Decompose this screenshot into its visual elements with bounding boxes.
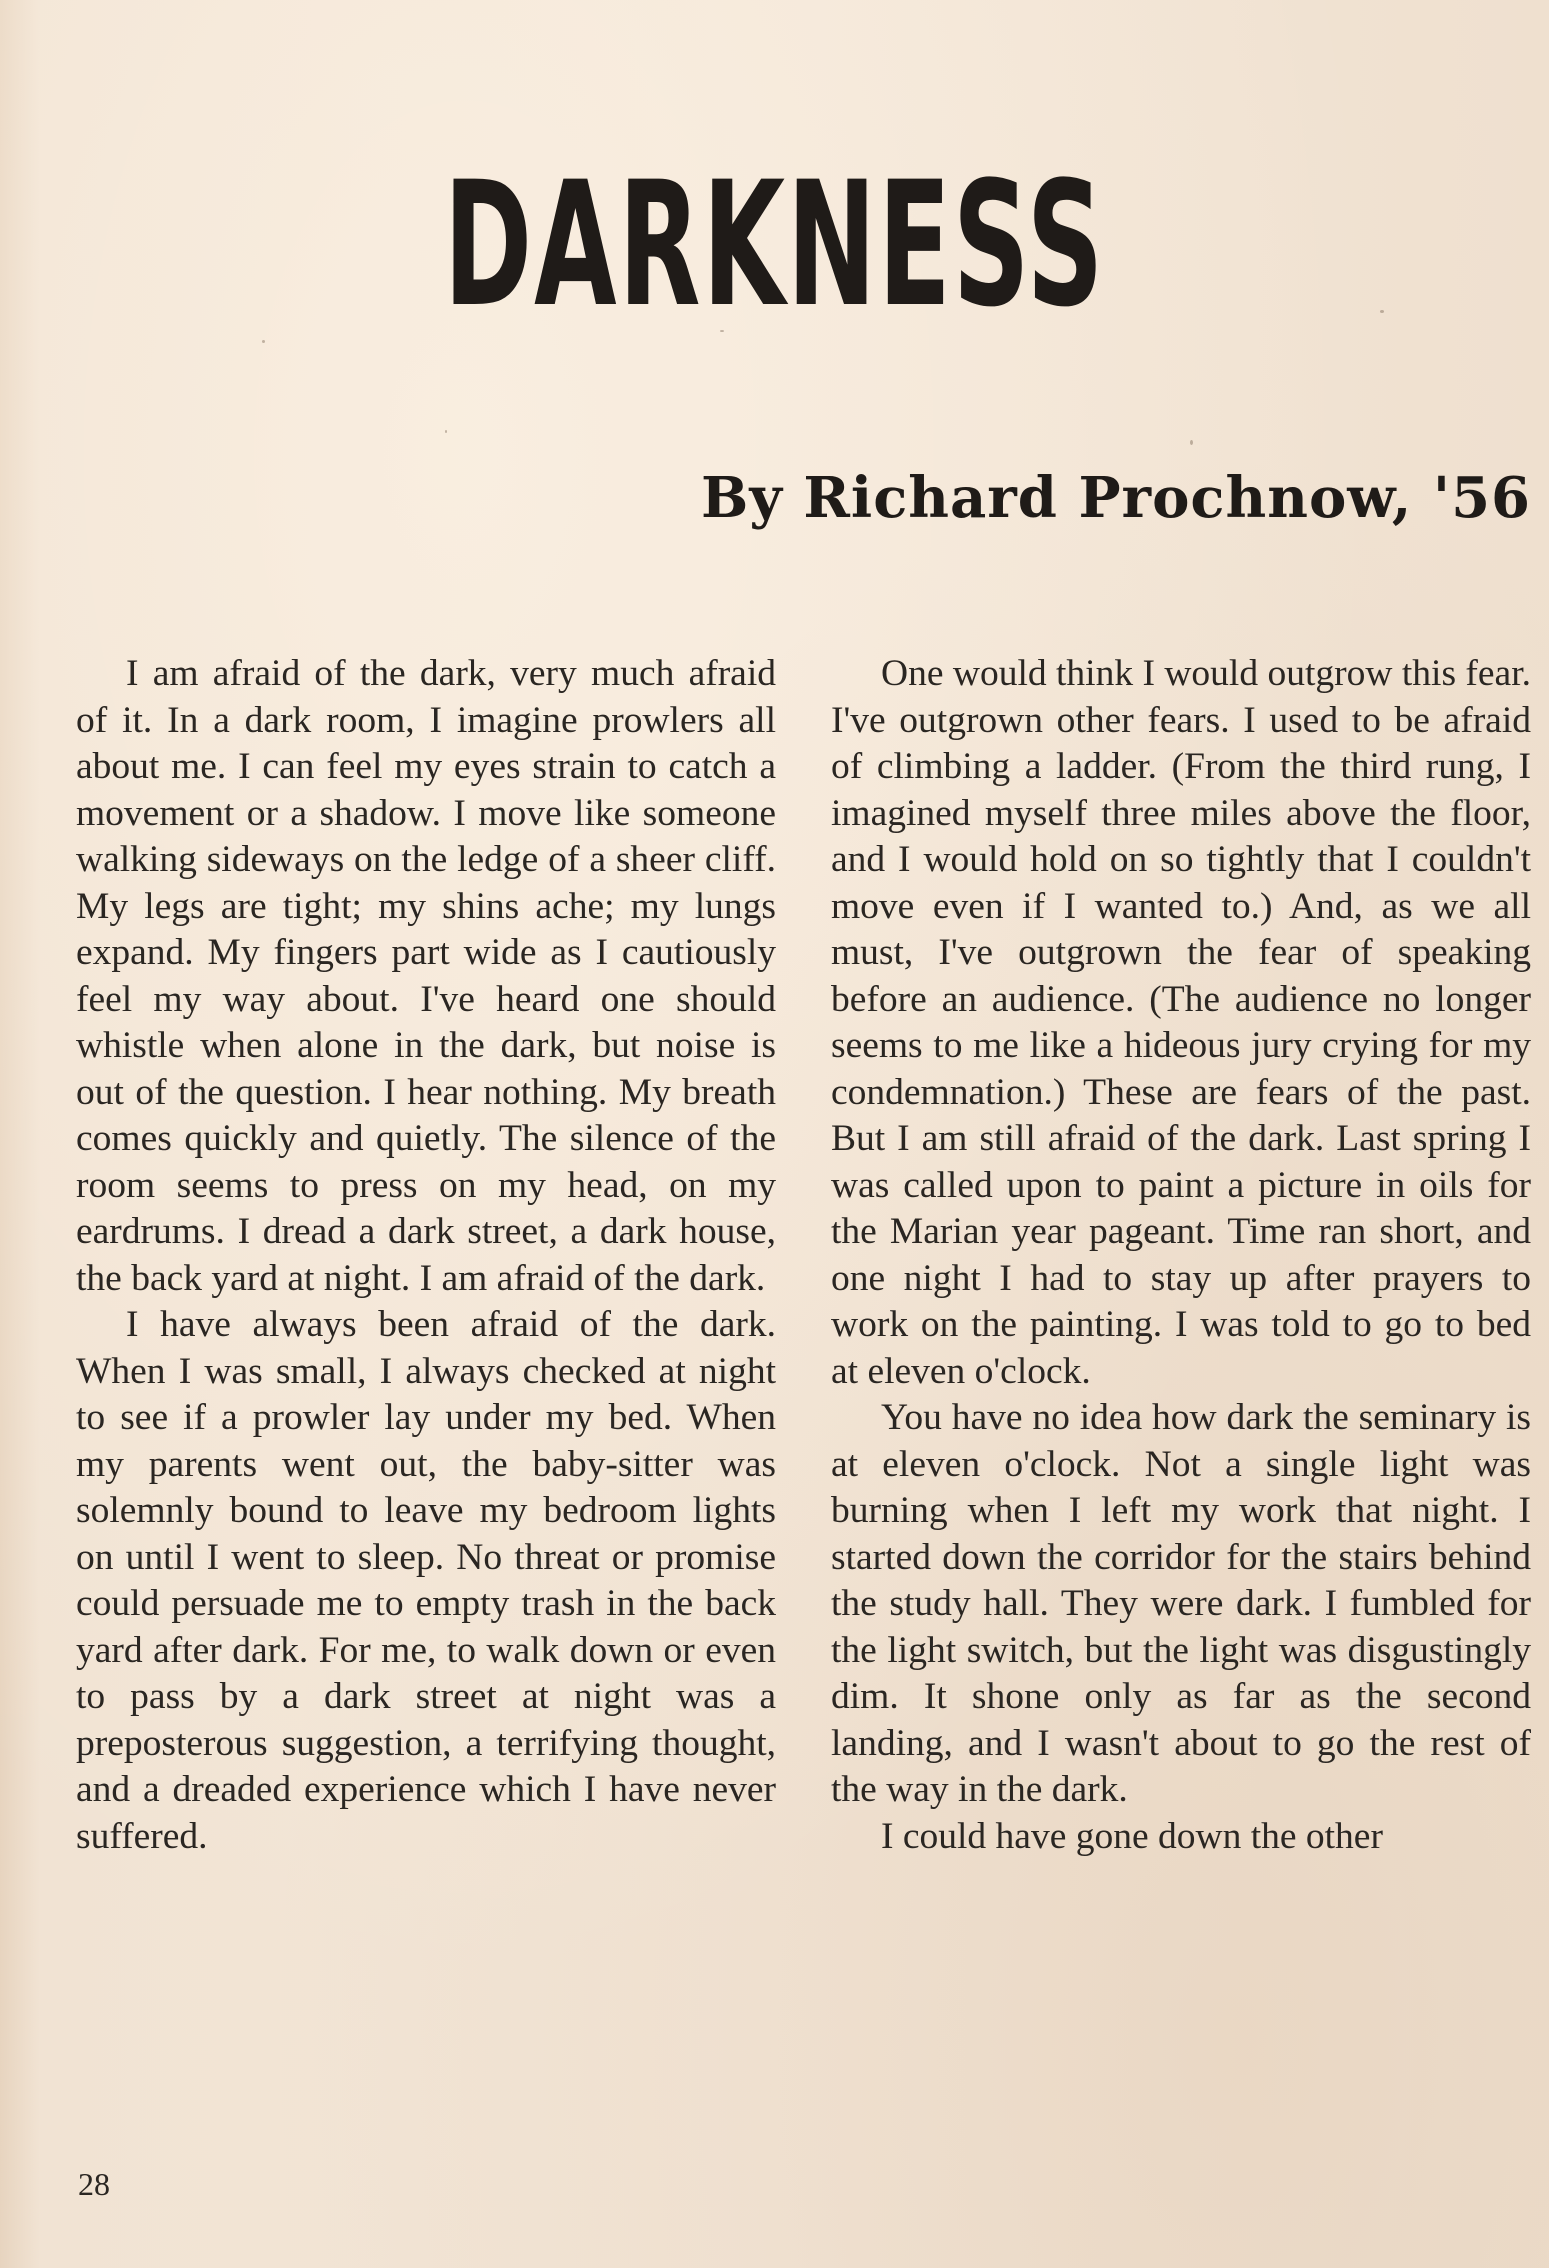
article-byline: By Richard Prochnow, '56 — [701, 465, 1531, 531]
article-title: DARKNESS — [443, 144, 1106, 345]
paper-speck — [445, 430, 447, 433]
paper-speck — [720, 330, 724, 332]
paper-speck — [1380, 310, 1384, 313]
paragraph: I am afraid of the dark, very much afraid of it. In a dark room, I imagine prowlers all about me. I can feel my eyes strain to catch a movement or a shadow. I move like someone walking sideways on the ledge of a sheer cliff. My legs are tight; my shins ache; my lungs expand. My fingers part wide as I cautiously feel my way about. I've heard one should whistle when alone in the dark, but noise is out of the question. I hear nothing. My breath comes quickly and quietly. The silence of the room seems to press on my head, on my eardrums. I dread a dark street, a dark house, the back yard at night. I am afraid of the dark. — [76, 653, 776, 1299]
paragraph: You have no idea how dark the seminary is at eleven o'clock. Not a single light was burning when I left my work that night. I started down the corridor for the stairs behind the study hall. They were dark. I fumbled for the light switch, but the light was disgustingly dim. It shone only as far as the second landing, and I wasn't about to go the rest of the way in the dark. — [831, 1397, 1531, 1810]
page-number: 28 — [78, 2166, 110, 2202]
paragraph: I could have gone down the other — [881, 1815, 1383, 1857]
left-column — [76, 651, 776, 1860]
paragraph: I have always been afraid of the dark. When I was small, I always checked at night to see if a prowler lay under my bed. When my parents went out, the baby-sitter was solemnly bound to leave my bedroom lights on until I went to sleep. No threat or promise could persuade me to empty trash in the back yard after dark. For me, to walk down or even to pass by a dark street at night was a preposterous suggestion, a terrifying thought, and a dreaded experience which I have never suffered. — [76, 1304, 776, 1857]
paper-speck — [262, 340, 265, 343]
paragraph: One would think I would outgrow this fear. I've outgrown other fears. I used to be afraid of climbing a ladder. (From the third rung, I imagined myself three miles above the floor, and I would hold on so tightly that I couldn't move even if I wanted to.) And, as we all must, I've outgrown the fear of speaking before an audience. (The audience no longer seems to me like a hideous jury crying for my condemnation.) These are fears of the past. But I am still afraid of the dark. Last spring I was called upon to paint a picture in oils for the Marian year pageant. Time ran short, and one night I had to stay up after prayers to work on the painting. I was told to go to bed at eleven o'clock. — [831, 653, 1531, 1392]
paper-speck — [1190, 440, 1193, 445]
right-column — [831, 651, 1531, 1860]
